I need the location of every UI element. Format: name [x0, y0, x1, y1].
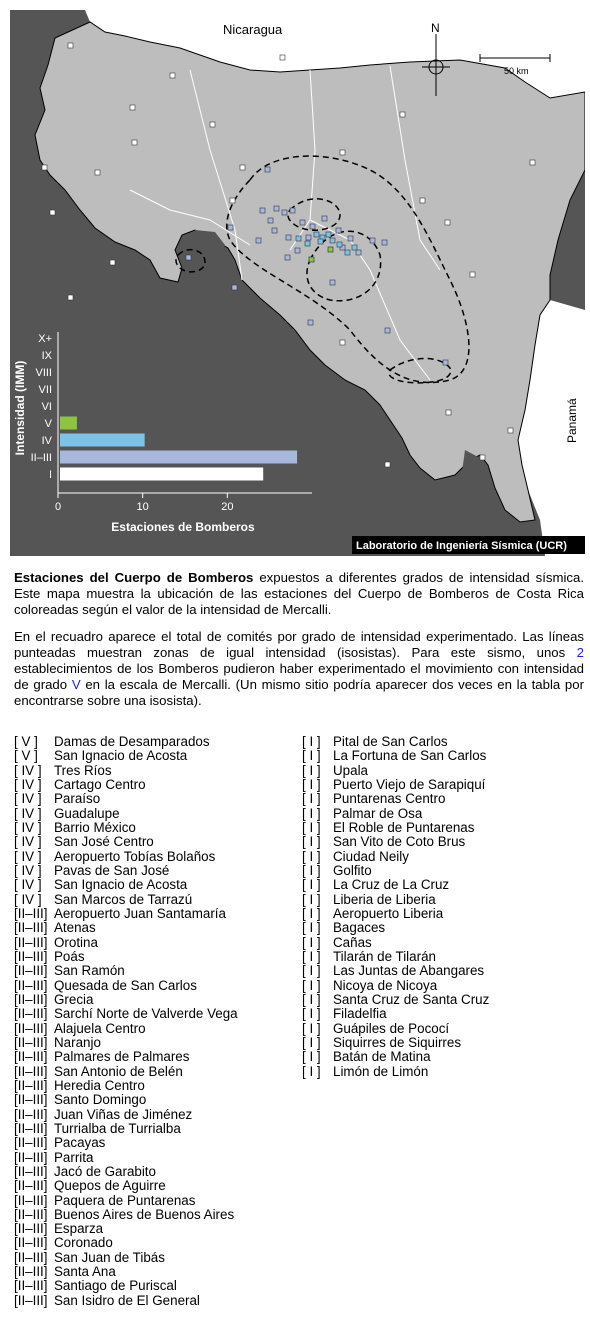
station-name: Juan Viñas de Jiménez	[54, 1106, 193, 1122]
station-name: Atenas	[54, 920, 96, 936]
station-row	[14, 921, 299, 935]
station-row	[14, 1050, 299, 1064]
station-intensity: [ I ]	[302, 991, 321, 1007]
station-name: Sarchí Norte de Valverde Vega	[54, 1006, 238, 1022]
station-intensity: [ I ]	[302, 848, 321, 864]
station-intensity: [II–III]	[14, 1221, 48, 1237]
station-intensity: [ I ]	[302, 877, 321, 893]
station-intensity: [II–III]	[14, 1020, 48, 1036]
station-row	[302, 749, 587, 763]
station-name: Siquirres de Siquirres	[333, 1034, 462, 1050]
station-row	[302, 1007, 587, 1021]
station-name: Golfito	[333, 862, 372, 878]
station-intensity: [ IV ]	[14, 848, 42, 864]
station-row	[14, 993, 299, 1007]
caption-p1-text: expuestos a diferentes grados de intensidad sísmica. Este mapa muestra la ubicación de las estaciones del Cuerpo de Bomberos de Costa Rica coloreadas según el valor de la intensidad de Mercalli.	[14, 570, 584, 617]
station-name: La Fortuna de San Carlos	[333, 748, 487, 764]
station-name: Jacó de Garabito	[54, 1163, 156, 1179]
station-intensity: [II–III]	[14, 948, 48, 964]
station-row	[302, 778, 587, 792]
station-intensity: [II–III]	[14, 1063, 48, 1079]
station-name: Aeropuerto Juan Santamaría	[54, 905, 226, 921]
station-intensity: [ IV ]	[14, 834, 42, 850]
station-intensity: [II–III]	[14, 1049, 48, 1065]
station-row	[14, 1179, 299, 1193]
station-row	[14, 1294, 299, 1308]
station-row	[14, 1222, 299, 1236]
inset-bar	[60, 451, 297, 464]
inset-category-label: VI	[41, 401, 52, 413]
station-name: Guadalupe	[54, 805, 120, 821]
station-row	[14, 1036, 299, 1050]
station-name: Tres Ríos	[54, 762, 112, 778]
station-name: San Ramón	[54, 963, 125, 979]
station-row	[302, 821, 587, 835]
station-intensity: [ I ]	[302, 948, 321, 964]
station-name: Pavas de San José	[54, 862, 170, 878]
station-name: La Cruz de La Cruz	[333, 877, 450, 893]
station-intensity: [ V ]	[14, 748, 38, 764]
station-name: San Vito de Coto Brus	[333, 834, 466, 850]
station-intensity: [II–III]	[14, 1092, 48, 1108]
station-row	[302, 907, 587, 921]
station-intensity: [ I ]	[302, 1020, 321, 1036]
caption-grade: V	[71, 677, 81, 692]
station-row	[14, 1093, 299, 1107]
scale-label: 50 km	[504, 66, 529, 76]
inset-category-label: I	[48, 469, 52, 481]
station-intensity: [II–III]	[14, 1178, 48, 1194]
station-intensity: [ I ]	[302, 934, 321, 950]
station-row	[14, 907, 299, 921]
inset-bar	[60, 434, 145, 447]
station-intensity: [ I ]	[302, 1006, 321, 1022]
station-row	[14, 1279, 299, 1293]
station-name: Santa Ana	[54, 1264, 116, 1280]
station-row	[14, 1108, 299, 1122]
inset-category-label: VIII	[35, 367, 52, 379]
station-row	[302, 764, 587, 778]
station-name: Alajuela Centro	[54, 1020, 146, 1036]
inset-x-tick-label: 10	[136, 501, 149, 513]
station-intensity: [ I ]	[302, 834, 321, 850]
station-row	[14, 1065, 299, 1079]
station-row	[302, 893, 587, 907]
inset-bar	[60, 468, 263, 481]
caption-station-count: 2	[576, 645, 584, 660]
station-name: Guápiles de Pococí	[333, 1020, 450, 1036]
station-name: Parrita	[54, 1149, 94, 1165]
inset-category-label: IV	[41, 435, 52, 447]
station-name: Aeropuerto Tobías Bolaños	[54, 848, 216, 864]
station-row	[14, 1007, 299, 1021]
station-row	[14, 950, 299, 964]
station-intensity: [II–III]	[14, 905, 48, 921]
station-intensity: [ I ]	[302, 891, 321, 907]
caption-p2-text-a: En el recuadro aparece el total de comités por grado de intensidad experimentado. Las líneas punteadas muestran zonas de igual intensidad (isosistas). Para este sismo, unos	[14, 629, 584, 660]
station-name: Santiago de Puriscal	[54, 1278, 177, 1294]
station-intensity: [II–III]	[14, 1206, 48, 1222]
station-intensity: [ IV ]	[14, 791, 42, 807]
station-name: Limón de Limón	[333, 1063, 429, 1079]
station-intensity: [ I ]	[302, 776, 321, 792]
station-name: San Antonio de Belén	[54, 1063, 183, 1079]
station-name: Orotina	[54, 934, 98, 950]
station-name: Upala	[333, 762, 368, 778]
caption-paragraph-2	[14, 629, 584, 709]
station-name: Liberia de Liberia	[333, 891, 436, 907]
station-row	[302, 807, 587, 821]
station-row	[14, 749, 299, 763]
station-row	[14, 936, 299, 950]
caption-paragraph-1	[14, 570, 584, 618]
inset-x-tick-label: 20	[221, 501, 234, 513]
inset-ylabel: Intensidad (IMM)	[13, 360, 27, 456]
station-name: San José Centro	[54, 834, 154, 850]
station-intensity: [II–III]	[14, 920, 48, 936]
station-intensity: [ I ]	[302, 977, 321, 993]
station-intensity: [ I ]	[302, 791, 321, 807]
station-row	[14, 792, 299, 806]
station-intensity: [ I ]	[302, 1049, 321, 1065]
station-row	[14, 1265, 299, 1279]
seismic-intensity-map	[10, 10, 585, 556]
station-row	[302, 964, 587, 978]
station-row	[14, 1136, 299, 1150]
station-row	[14, 764, 299, 778]
station-name: Coronado	[54, 1235, 113, 1251]
station-intensity: [ I ]	[302, 805, 321, 821]
station-name: Ciudad Neily	[333, 848, 409, 864]
station-row	[14, 1022, 299, 1036]
station-list-left	[14, 735, 299, 1308]
station-name: San Ignacio de Acosta	[54, 748, 188, 764]
station-intensity: [ I ]	[302, 762, 321, 778]
station-name: Heredia Centro	[54, 1077, 145, 1093]
station-row	[14, 1236, 299, 1250]
station-name: Paquera de Puntarenas	[54, 1192, 196, 1208]
station-intensity: [ IV ]	[14, 862, 42, 878]
station-intensity: [ I ]	[302, 734, 321, 749]
station-intensity: [II–III]	[14, 1235, 48, 1251]
station-name: Aeropuerto Liberia	[333, 905, 444, 921]
station-intensity: [ I ]	[302, 862, 321, 878]
station-intensity: [ IV ]	[14, 762, 42, 778]
station-intensity: [ IV ]	[14, 776, 42, 792]
inset-category-label: IX	[41, 350, 52, 362]
station-row	[14, 1151, 299, 1165]
station-name: San Juan de Tibás	[54, 1249, 165, 1265]
inset-category-label: X+	[38, 333, 52, 345]
inset-bar	[60, 417, 77, 430]
station-name: El Roble de Puntarenas	[333, 819, 475, 835]
station-row	[14, 735, 299, 749]
station-row	[302, 1022, 587, 1036]
station-row	[302, 1065, 587, 1079]
station-intensity: [ IV ]	[14, 891, 42, 907]
station-row	[14, 821, 299, 835]
station-row	[14, 1194, 299, 1208]
station-row	[14, 979, 299, 993]
station-row	[14, 1165, 299, 1179]
station-row	[14, 807, 299, 821]
station-row	[302, 921, 587, 935]
station-row	[302, 993, 587, 1007]
station-intensity: [ IV ]	[14, 877, 42, 893]
station-name: Pital de San Carlos	[333, 734, 448, 749]
station-row	[14, 778, 299, 792]
station-intensity: [ I ]	[302, 748, 321, 764]
station-intensity: [ I ]	[302, 920, 321, 936]
station-name: Palmares de Palmares	[54, 1049, 190, 1065]
station-name: Puntarenas Centro	[333, 791, 446, 807]
station-name: Filadelfia	[333, 1006, 387, 1022]
station-row	[302, 1050, 587, 1064]
station-row	[14, 878, 299, 892]
station-name: San Marcos de Tarrazú	[54, 891, 193, 907]
caption-p2-text-b: establecimientos de los Bomberos pudieron haber experimentado el movimiento con intensidad de grado	[14, 661, 584, 692]
figure-caption	[14, 570, 584, 720]
station-name: Poás	[54, 948, 85, 964]
inset-category-label: II–III	[30, 452, 52, 464]
station-intensity: [II–III]	[14, 1006, 48, 1022]
station-intensity: [ V ]	[14, 734, 38, 749]
station-row	[302, 792, 587, 806]
station-row	[302, 878, 587, 892]
station-name: Buenos Aires de Buenos Aires	[54, 1206, 235, 1222]
inset-category-label: V	[44, 418, 52, 430]
station-intensity: [II–III]	[14, 1264, 48, 1280]
station-intensity: [II–III]	[14, 1149, 48, 1165]
station-name: Cartago Centro	[54, 776, 146, 792]
station-row	[302, 936, 587, 950]
station-intensity: [II–III]	[14, 977, 48, 993]
station-intensity: [II–III]	[14, 1034, 48, 1050]
station-name: San Ignacio de Acosta	[54, 877, 188, 893]
station-intensity: [ I ]	[302, 1063, 321, 1079]
station-intensity: [II–III]	[14, 1135, 48, 1151]
station-name: Esparza	[54, 1221, 104, 1237]
station-intensity: [II–III]	[14, 1120, 48, 1136]
north-label: N	[431, 21, 440, 35]
station-intensity: [II–III]	[14, 1106, 48, 1122]
credit-label: Laboratorio de Ingeniería Sísmica (UCR)	[356, 540, 567, 552]
station-intensity: [II–III]	[14, 1249, 48, 1265]
station-name: San Isidro de El General	[54, 1292, 200, 1308]
station-name: Tilarán de Tilarán	[333, 948, 436, 964]
station-name: Palmar de Osa	[333, 805, 423, 821]
station-list-right	[302, 735, 587, 1079]
station-intensity: [II–III]	[14, 991, 48, 1007]
station-row	[302, 835, 587, 849]
station-intensity: [ I ]	[302, 819, 321, 835]
station-row	[302, 850, 587, 864]
station-row	[14, 1122, 299, 1136]
station-intensity: [ I ]	[302, 963, 321, 979]
station-name: Nicoya de Nicoya	[333, 977, 438, 993]
station-row	[14, 835, 299, 849]
caption-p2-text-c: en la escala de Mercalli. (Un mismo sitio podría aparecer dos veces en la tabla por encontrarse sobre una isosista).	[14, 677, 584, 708]
station-row	[302, 950, 587, 964]
station-row	[302, 735, 587, 749]
panama-label: Panamá	[565, 398, 579, 443]
station-name: Santa Cruz de Santa Cruz	[333, 991, 490, 1007]
station-row	[14, 850, 299, 864]
station-name: Quesada de San Carlos	[54, 977, 197, 993]
station-name: Las Juntas de Abangares	[333, 963, 485, 979]
station-row	[14, 1208, 299, 1222]
station-intensity: [ I ]	[302, 1034, 321, 1050]
station-intensity: [II–III]	[14, 963, 48, 979]
station-row	[14, 964, 299, 978]
station-row	[302, 864, 587, 878]
station-intensity: [ IV ]	[14, 805, 42, 821]
station-intensity: [II–III]	[14, 934, 48, 950]
station-intensity: [ IV ]	[14, 819, 42, 835]
station-name: Damas de Desamparados	[54, 734, 210, 749]
station-row	[14, 893, 299, 907]
station-intensity: [II–III]	[14, 1292, 48, 1308]
station-name: Cañas	[333, 934, 372, 950]
station-name: Barrio México	[54, 819, 136, 835]
station-row	[14, 1251, 299, 1265]
station-intensity: [II–III]	[14, 1278, 48, 1294]
station-row	[302, 979, 587, 993]
station-intensity: [II–III]	[14, 1077, 48, 1093]
station-name: Puerto Viejo de Sarapiquí	[333, 776, 486, 792]
station-row	[14, 864, 299, 878]
inset-xlabel: Estaciones de Bomberos	[111, 520, 255, 534]
station-row	[302, 1036, 587, 1050]
inset-x-tick-label: 0	[54, 501, 62, 513]
caption-title: Estaciones del Cuerpo de Bomberos	[14, 570, 254, 585]
station-intensity: [ I ]	[302, 905, 321, 921]
station-name: Paraíso	[54, 791, 101, 807]
station-name: Turrialba de Turrialba	[54, 1120, 181, 1136]
station-row	[14, 1079, 299, 1093]
station-name: Quepos de Aguirre	[54, 1178, 166, 1194]
station-name: Naranjo	[54, 1034, 101, 1050]
station-name: Batán de Matina	[333, 1049, 431, 1065]
inset-category-label: VII	[38, 384, 52, 396]
station-intensity: [II–III]	[14, 1192, 48, 1208]
station-name: Bagaces	[333, 920, 386, 936]
station-name: Santo Domingo	[54, 1092, 147, 1108]
station-name: Grecia	[54, 991, 94, 1007]
station-name: Pacayas	[54, 1135, 106, 1151]
nicaragua-label: Nicaragua	[223, 22, 283, 37]
station-intensity: [II–III]	[14, 1163, 48, 1179]
